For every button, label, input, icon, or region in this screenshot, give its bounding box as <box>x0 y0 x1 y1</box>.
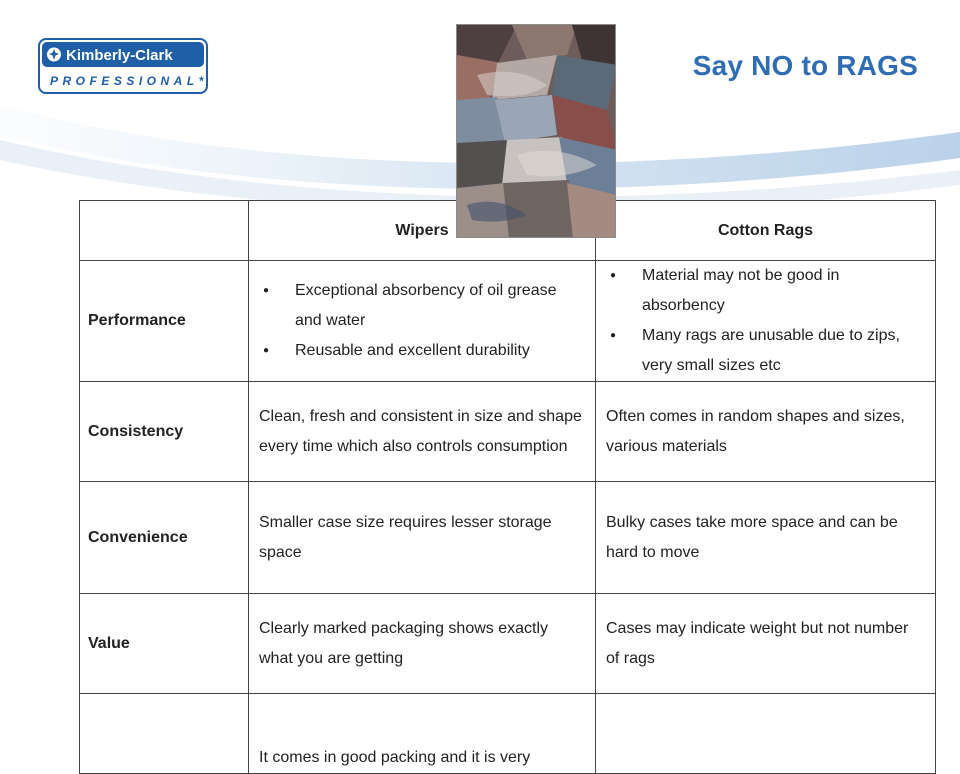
row-label-value: Value <box>80 594 249 694</box>
wipers-convenience-cell: Smaller case size requires lesser storage space <box>249 482 596 594</box>
rags-photo <box>456 24 616 238</box>
wipers-consistency-cell: Clean, fresh and consistent in size and shape every time which also controls consumption <box>249 382 596 482</box>
table-row-convenience <box>80 482 936 594</box>
rags-performance-list <box>606 261 925 381</box>
rags-convenience-cell: Bulky cases take more space and can be hard to move <box>596 482 936 594</box>
row-label-last <box>80 694 249 774</box>
rags-performance-cell <box>596 261 936 382</box>
comparison-table <box>79 200 936 774</box>
table-row-consistency <box>80 382 936 482</box>
wipers-performance-cell <box>249 261 596 382</box>
header-empty-cell <box>80 201 249 261</box>
rags-last-cell <box>596 694 936 774</box>
wipers-value-cell: Clearly marked packaging shows exactly what you are getting <box>249 594 596 694</box>
row-label-performance: Performance <box>80 261 249 382</box>
brand-sub: PROFESSIONAL* <box>50 74 208 88</box>
brand-name: Kimberly-Clark <box>66 47 173 64</box>
wipers-last-cell: It comes in good packing and it is very <box>249 694 596 774</box>
table-row-performance <box>80 261 936 382</box>
rags-consistency-cell: Often comes in random shapes and sizes, various materials <box>596 382 936 482</box>
row-label-consistency: Consistency <box>80 382 249 482</box>
rags-illustration <box>457 25 616 238</box>
table-row-value <box>80 594 936 694</box>
list-item: ● Material may not be good in absorbency <box>606 261 925 321</box>
list-item: ● Reusable and excellent durability <box>259 336 585 366</box>
header-wipers: Wipers <box>249 201 596 261</box>
header-cotton-rags: Cotton Rags <box>596 201 936 261</box>
list-item: ● Exceptional absorbency of oil grease and water <box>259 276 585 336</box>
row-label-convenience: Convenience <box>80 482 249 594</box>
wipers-performance-list <box>259 276 585 366</box>
table-row-last <box>80 694 936 774</box>
kimberly-clark-logo <box>38 38 208 94</box>
slide-title: Say NO to RAGS <box>692 50 918 81</box>
rags-value-cell: Cases may indicate weight but not number of rags <box>596 594 936 694</box>
list-item: ● Many rags are unusable due to zips, very small sizes etc <box>606 321 925 381</box>
